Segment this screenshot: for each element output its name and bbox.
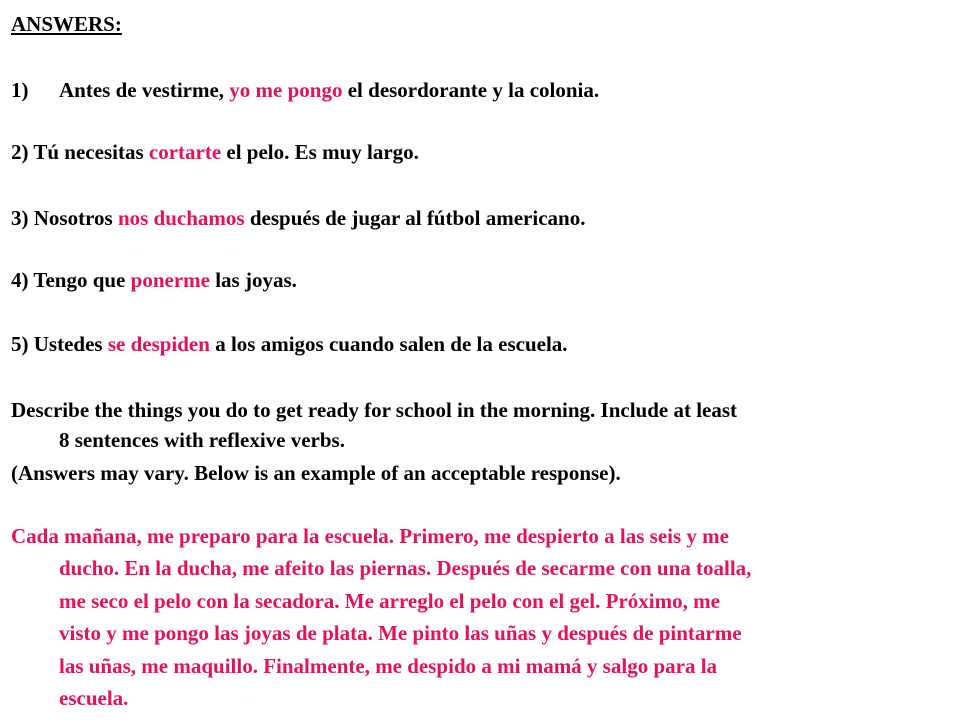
prompt-note: (Answers may vary. Below is an example of an acceptable response). xyxy=(11,461,621,485)
example-line-6: escuela. xyxy=(59,686,129,710)
prompt-line-2: 8 sentences with reflexive verbs. xyxy=(59,428,345,452)
answer-item-3 xyxy=(11,206,585,230)
answer-text-before: Tengo que xyxy=(28,268,131,292)
example-line-1: Cada mañana, me preparo para la escuela. Primero, me despierto a las seis y me xyxy=(11,524,729,548)
answer-highlight: ponerme xyxy=(130,268,210,292)
answer-text-before: Ustedes xyxy=(28,332,108,356)
answer-text-after: después de jugar al fútbol americano. xyxy=(244,206,586,230)
answer-highlight: yo me pongo xyxy=(229,78,343,102)
answer-text-after: a los amigos cuando salen de la escuela. xyxy=(209,332,568,356)
answer-item-1 xyxy=(11,78,599,102)
answer-text-before: Antes de vestirme, xyxy=(59,78,230,102)
answer-number: 2) xyxy=(11,140,29,164)
answer-text-after: las joyas. xyxy=(209,268,297,292)
answer-highlight: cortarte xyxy=(148,140,222,164)
answer-text-after: el desordorante y la colonia. xyxy=(342,78,600,102)
answer-highlight: nos duchamos xyxy=(117,206,245,230)
answer-number: 5) xyxy=(11,332,29,356)
example-line-2: ducho. En la ducha, me afeito las piernas. Después de secarme con una toalla, xyxy=(59,556,752,580)
answer-item-4 xyxy=(11,268,297,292)
answer-highlight: se despiden xyxy=(107,332,210,356)
page-title: ANSWERS: xyxy=(11,12,122,36)
answer-item-2 xyxy=(11,140,419,164)
answer-number: 3) xyxy=(11,206,29,230)
example-line-4: visto y me pongo las joyas de plata. Me pinto las uñas y después de pintarme xyxy=(59,621,742,645)
answer-item-5 xyxy=(11,332,568,356)
example-line-5: las uñas, me maquillo. Finalmente, me despido a mi mamá y salgo para la xyxy=(59,654,718,678)
answer-text-before: Nosotros xyxy=(28,206,118,230)
answer-number: 4) xyxy=(11,268,29,292)
example-line-3: me seco el pelo con la secadora. Me arreglo el pelo con el gel. Próximo, me xyxy=(59,589,720,613)
answer-text-after: el pelo. Es muy largo. xyxy=(221,140,419,164)
answer-number: 1) xyxy=(11,78,29,102)
prompt-line-1: Describe the things you do to get ready for school in the morning. Include at least xyxy=(11,398,738,422)
answer-text-before: Tú necesitas xyxy=(28,140,149,164)
